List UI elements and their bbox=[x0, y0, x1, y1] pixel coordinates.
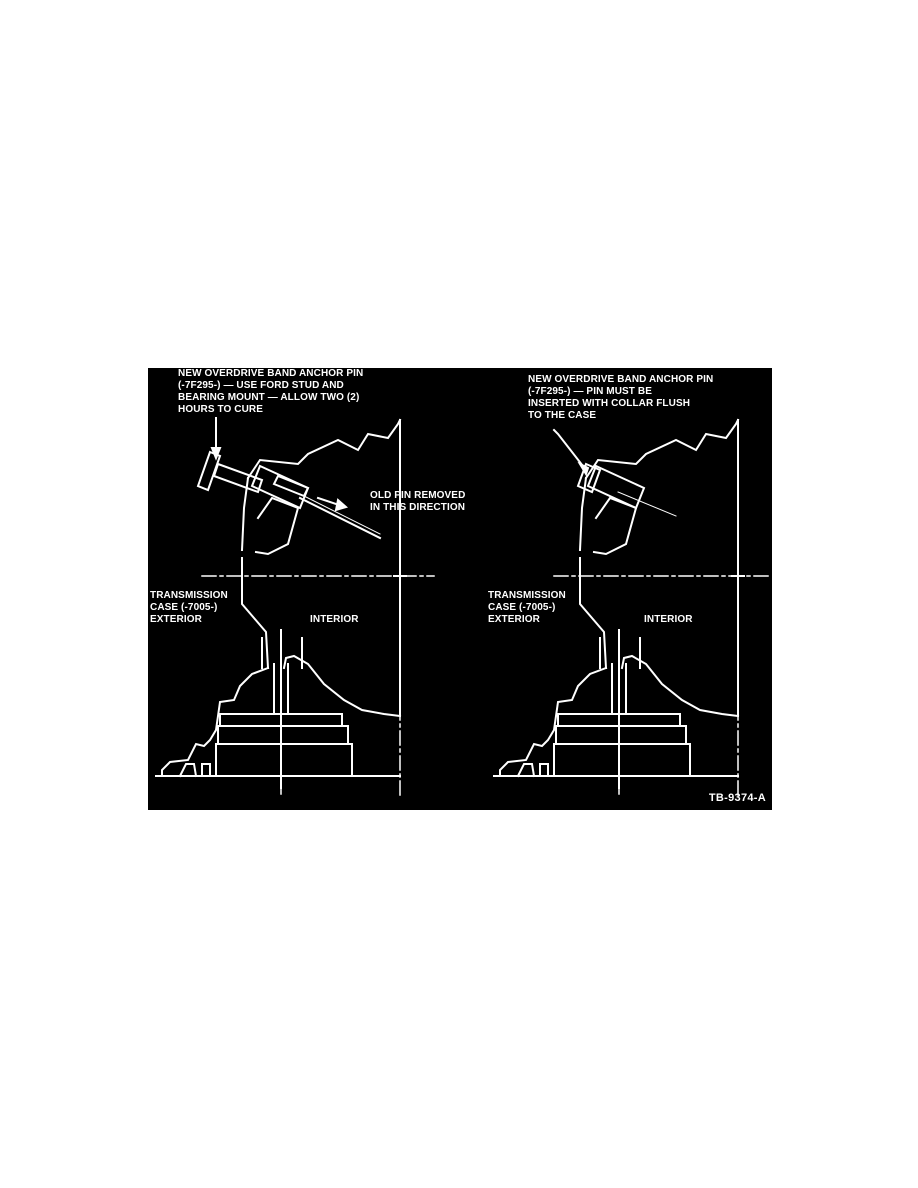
left-pin-callout-line: BEARING MOUNT — ALLOW TWO (2) bbox=[178, 392, 360, 403]
removal-callout-line: OLD PIN REMOVED bbox=[370, 490, 466, 501]
left-interior-label: INTERIOR bbox=[310, 614, 359, 625]
right-pin-callout-line: NEW OVERDRIVE BAND ANCHOR PIN bbox=[528, 374, 714, 385]
left-case-callout-line: TRANSMISSION bbox=[150, 590, 228, 601]
figure-id: TB-9374-A bbox=[708, 792, 766, 804]
left-case-callout bbox=[150, 590, 228, 626]
left-pin-callout-line: HOURS TO CURE bbox=[178, 404, 264, 415]
right-case-callout-line: TRANSMISSION bbox=[488, 590, 566, 601]
right-case-callout-line: CASE (-7005-) bbox=[488, 602, 556, 613]
right-pin-callout-line: (-7F295-) — PIN MUST BE bbox=[528, 386, 652, 397]
right-pin-callout-line: INSERTED WITH COLLAR FLUSH bbox=[528, 398, 691, 409]
left-case-callout-line: CASE (-7005-) bbox=[150, 602, 218, 613]
removal-direction-callout bbox=[370, 490, 465, 514]
diagram-artwork bbox=[148, 368, 772, 810]
left-pin-callout-line: NEW OVERDRIVE BAND ANCHOR PIN bbox=[178, 368, 364, 379]
left-center-mark bbox=[394, 570, 406, 582]
right-case-callout-line: EXTERIOR bbox=[488, 614, 540, 625]
left-pin-callout-line: (-7F295-) — USE FORD STUD AND bbox=[178, 380, 344, 391]
right-center-mark bbox=[732, 570, 744, 582]
right-pin-callout bbox=[528, 374, 713, 422]
right-interior-label: INTERIOR bbox=[644, 614, 693, 625]
service-diagram bbox=[148, 368, 772, 810]
left-case-callout-line: EXTERIOR bbox=[150, 614, 202, 625]
removal-callout-line: IN THIS DIRECTION bbox=[370, 502, 466, 513]
left-pin-callout bbox=[178, 368, 363, 416]
right-pin-callout-line: TO THE CASE bbox=[528, 410, 597, 421]
right-case-callout bbox=[488, 590, 566, 626]
